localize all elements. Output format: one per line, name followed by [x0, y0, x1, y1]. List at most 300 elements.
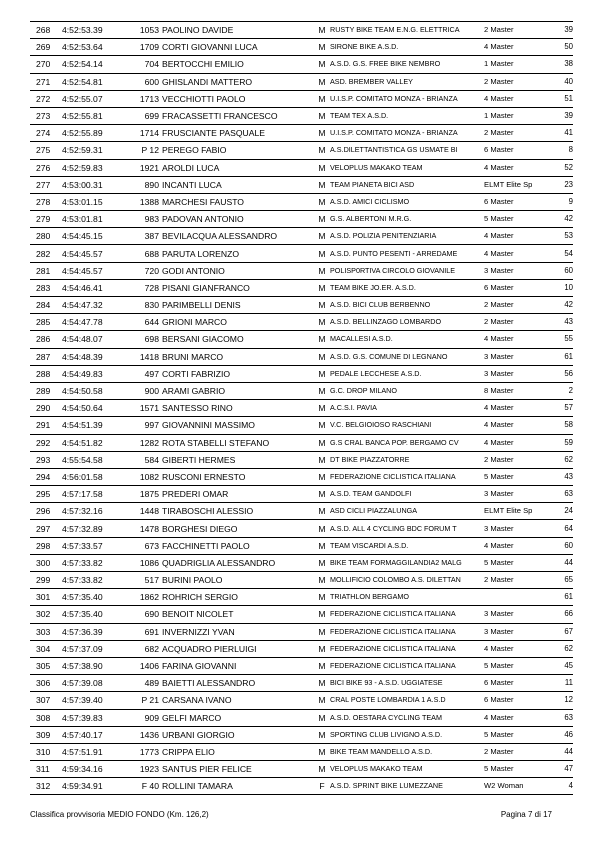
position-cell: 308: [30, 709, 62, 726]
name-cell: PREDERI OMAR: [162, 486, 314, 503]
time-cell: 4:52:53.39: [62, 22, 120, 39]
category-position-cell: 55: [546, 331, 573, 348]
position-cell: 282: [30, 245, 62, 262]
category-position-cell: 60: [546, 262, 573, 279]
sex-cell: M: [314, 73, 330, 90]
category-position-cell: 42: [546, 211, 573, 228]
sex-cell: M: [314, 640, 330, 657]
category-cell: 3 Master: [484, 486, 546, 503]
time-cell: 4:57:33.82: [62, 554, 120, 571]
team-cell: FEDERAZIONE CICLISTICA ITALIANA: [330, 606, 484, 623]
name-cell: ARAMI GABRIO: [162, 382, 314, 399]
sex-cell: M: [314, 520, 330, 537]
sex-cell: M: [314, 125, 330, 142]
category-cell: 4 Master: [484, 90, 546, 107]
position-cell: 290: [30, 400, 62, 417]
sex-cell: M: [314, 22, 330, 39]
name-cell: BAIETTI ALESSANDRO: [162, 675, 314, 692]
category-cell: 6 Master: [484, 279, 546, 296]
category-position-cell: 64: [546, 520, 573, 537]
category-cell: ELMT Elite Sp: [484, 503, 546, 520]
bib-cell: 1714: [120, 125, 162, 142]
team-cell: VELOPLUS MAKAKO TEAM: [330, 159, 484, 176]
table-row: [30, 228, 573, 245]
position-cell: 277: [30, 176, 62, 193]
time-cell: 4:59:34.91: [62, 778, 120, 795]
category-cell: [484, 589, 546, 606]
team-cell: MACALLESI A.S.D.: [330, 331, 484, 348]
team-cell: A.S.D. ALL 4 CYCLING BDC FORUM T: [330, 520, 484, 537]
category-cell: 5 Master: [484, 468, 546, 485]
bib-cell: 699: [120, 107, 162, 124]
time-cell: 4:57:33.82: [62, 572, 120, 589]
table-row: [30, 22, 573, 39]
team-cell: TEAM PIANETA BICI ASD: [330, 176, 484, 193]
name-cell: GODI ANTONIO: [162, 262, 314, 279]
footer-page-number: Pagina 7 di 17: [500, 810, 552, 819]
category-position-cell: 59: [546, 434, 573, 451]
category-cell: 3 Master: [484, 262, 546, 279]
time-cell: 4:54:51.39: [62, 417, 120, 434]
position-cell: 273: [30, 107, 62, 124]
category-cell: 3 Master: [484, 520, 546, 537]
table-row: [30, 90, 573, 107]
table-row: [30, 468, 573, 485]
sex-cell: M: [314, 503, 330, 520]
team-cell: RUSTY BIKE TEAM E.N.G. ELETTRICA: [330, 22, 484, 39]
table-row: [30, 39, 573, 56]
table-row: [30, 554, 573, 571]
position-cell: 306: [30, 675, 62, 692]
name-cell: BORGHESI DIEGO: [162, 520, 314, 537]
team-cell: VELOPLUS MAKAKO TEAM: [330, 761, 484, 778]
sex-cell: M: [314, 262, 330, 279]
bib-cell: 690: [120, 606, 162, 623]
sex-cell: M: [314, 623, 330, 640]
bib-cell: 1282: [120, 434, 162, 451]
category-position-cell: 66: [546, 606, 573, 623]
name-cell: FACCHINETTI PAOLO: [162, 537, 314, 554]
table-row: [30, 211, 573, 228]
table-row: [30, 400, 573, 417]
category-cell: 4 Master: [484, 400, 546, 417]
time-cell: 4:52:53.64: [62, 39, 120, 56]
category-cell: 5 Master: [484, 761, 546, 778]
bib-cell: 497: [120, 365, 162, 382]
bib-cell: 644: [120, 314, 162, 331]
sex-cell: M: [314, 314, 330, 331]
table-row: [30, 125, 573, 142]
time-cell: 4:57:39.08: [62, 675, 120, 692]
time-cell: 4:57:36.39: [62, 623, 120, 640]
bib-cell: 1418: [120, 348, 162, 365]
footer-race-title: Classifica provvisoria MEDIO FONDO (Km. 126,2): [30, 810, 209, 819]
category-cell: 4 Master: [484, 417, 546, 434]
team-cell: A.S.D. BICI CLUB BERBENNO: [330, 297, 484, 314]
table-row: [30, 589, 573, 606]
name-cell: CARSANA IVANO: [162, 692, 314, 709]
team-cell: A.S.D. PUNTO PESENTI - ARREDAME: [330, 245, 484, 262]
time-cell: 4:52:55.07: [62, 90, 120, 107]
time-cell: 4:52:54.81: [62, 73, 120, 90]
bib-cell: 600: [120, 73, 162, 90]
sex-cell: M: [314, 657, 330, 674]
category-cell: 8 Master: [484, 382, 546, 399]
category-position-cell: 51: [546, 90, 573, 107]
sex-cell: M: [314, 245, 330, 262]
time-cell: 4:54:45.15: [62, 228, 120, 245]
time-cell: 4:57:33.57: [62, 537, 120, 554]
table-row: [30, 692, 573, 709]
name-cell: PADOVAN ANTONIO: [162, 211, 314, 228]
team-cell: PEDALE LECCHESE A.S.D.: [330, 365, 484, 382]
time-cell: 4:52:54.14: [62, 56, 120, 73]
bib-cell: 1086: [120, 554, 162, 571]
category-cell: 4 Master: [484, 640, 546, 657]
name-cell: BURINI PAOLO: [162, 572, 314, 589]
name-cell: FARINA GIOVANNI: [162, 657, 314, 674]
name-cell: PISANI GIANFRANCO: [162, 279, 314, 296]
category-position-cell: 65: [546, 572, 573, 589]
category-position-cell: 63: [546, 709, 573, 726]
sex-cell: M: [314, 400, 330, 417]
category-position-cell: 4: [546, 778, 573, 795]
table-row: [30, 176, 573, 193]
category-position-cell: 44: [546, 554, 573, 571]
team-cell: SPORTING CLUB LIVIGNO A.S.D.: [330, 726, 484, 743]
name-cell: BENOIT NICOLET: [162, 606, 314, 623]
team-cell: A.S.D. AMICI CICLISMO: [330, 193, 484, 210]
sex-cell: M: [314, 709, 330, 726]
category-cell: 2 Master: [484, 297, 546, 314]
name-cell: GHISLANDI MATTERO: [162, 73, 314, 90]
bib-cell: F 40: [120, 778, 162, 795]
name-cell: MARCHESI FAUSTO: [162, 193, 314, 210]
bib-cell: 1448: [120, 503, 162, 520]
category-cell: 5 Master: [484, 657, 546, 674]
category-position-cell: 43: [546, 468, 573, 485]
sex-cell: M: [314, 90, 330, 107]
team-cell: G.S CRAL BANCA POP. BERGAMO CV: [330, 434, 484, 451]
category-position-cell: 63: [546, 486, 573, 503]
bib-cell: 387: [120, 228, 162, 245]
table-row: [30, 606, 573, 623]
category-position-cell: 43: [546, 314, 573, 331]
table-row: [30, 262, 573, 279]
name-cell: GIBERTI HERMES: [162, 451, 314, 468]
bib-cell: 890: [120, 176, 162, 193]
category-cell: 5 Master: [484, 554, 546, 571]
sex-cell: M: [314, 56, 330, 73]
category-cell: 2 Master: [484, 73, 546, 90]
bib-cell: 1862: [120, 589, 162, 606]
sex-cell: M: [314, 107, 330, 124]
category-position-cell: 62: [546, 451, 573, 468]
category-position-cell: 61: [546, 589, 573, 606]
time-cell: 4:57:38.90: [62, 657, 120, 674]
bib-cell: 1082: [120, 468, 162, 485]
sex-cell: M: [314, 486, 330, 503]
table-row: [30, 434, 573, 451]
team-cell: TEAM VISCARDI A.S.D.: [330, 537, 484, 554]
sex-cell: M: [314, 228, 330, 245]
bib-cell: 1436: [120, 726, 162, 743]
category-cell: 1 Master: [484, 56, 546, 73]
table-row: [30, 365, 573, 382]
category-position-cell: 61: [546, 348, 573, 365]
sex-cell: M: [314, 142, 330, 159]
time-cell: 4:57:35.40: [62, 589, 120, 606]
position-cell: 292: [30, 434, 62, 451]
time-cell: 4:56:01.58: [62, 468, 120, 485]
position-cell: 288: [30, 365, 62, 382]
category-position-cell: 52: [546, 159, 573, 176]
category-cell: 5 Master: [484, 211, 546, 228]
position-cell: 286: [30, 331, 62, 348]
time-cell: 4:53:01.15: [62, 193, 120, 210]
sex-cell: M: [314, 761, 330, 778]
name-cell: ROLLINI TAMARA: [162, 778, 314, 795]
name-cell: GIOVANNINI MASSIMO: [162, 417, 314, 434]
bib-cell: 1053: [120, 22, 162, 39]
category-cell: 4 Master: [484, 434, 546, 451]
category-position-cell: 12: [546, 692, 573, 709]
table-row: [30, 520, 573, 537]
name-cell: ROTA STABELLI STEFANO: [162, 434, 314, 451]
time-cell: 4:57:39.40: [62, 692, 120, 709]
bib-cell: 691: [120, 623, 162, 640]
category-cell: 4 Master: [484, 39, 546, 56]
category-cell: 4 Master: [484, 159, 546, 176]
bib-cell: 909: [120, 709, 162, 726]
table-row: [30, 348, 573, 365]
time-cell: 4:54:49.83: [62, 365, 120, 382]
sex-cell: M: [314, 434, 330, 451]
name-cell: VECCHIOTTI PAOLO: [162, 90, 314, 107]
name-cell: CRIPPA ELIO: [162, 743, 314, 760]
table-row: [30, 382, 573, 399]
position-cell: 309: [30, 726, 62, 743]
category-position-cell: 2: [546, 382, 573, 399]
sex-cell: M: [314, 451, 330, 468]
team-cell: A.S.D. SPRINT BIKE LUMEZZANE: [330, 778, 484, 795]
bib-cell: 682: [120, 640, 162, 657]
table-row: [30, 640, 573, 657]
name-cell: RUSCONI ERNESTO: [162, 468, 314, 485]
category-cell: 2 Master: [484, 743, 546, 760]
results-table: [30, 21, 573, 795]
position-cell: 307: [30, 692, 62, 709]
position-cell: 310: [30, 743, 62, 760]
team-cell: FEDERAZIONE CICLISTICA ITALIANA: [330, 640, 484, 657]
category-position-cell: 44: [546, 743, 573, 760]
category-position-cell: 46: [546, 726, 573, 743]
bib-cell: 1478: [120, 520, 162, 537]
time-cell: 4:59:34.16: [62, 761, 120, 778]
time-cell: 4:54:48.07: [62, 331, 120, 348]
table-row: [30, 572, 573, 589]
position-cell: 291: [30, 417, 62, 434]
team-cell: BIKE TEAM FORMAGGILANDIA2 MALG: [330, 554, 484, 571]
category-cell: 6 Master: [484, 692, 546, 709]
bib-cell: 900: [120, 382, 162, 399]
table-row: [30, 142, 573, 159]
category-cell: ELMT Elite Sp: [484, 176, 546, 193]
position-cell: 270: [30, 56, 62, 73]
sex-cell: M: [314, 417, 330, 434]
category-position-cell: 57: [546, 400, 573, 417]
table-row: [30, 503, 573, 520]
bib-cell: 1773: [120, 743, 162, 760]
bib-cell: 698: [120, 331, 162, 348]
category-cell: 2 Master: [484, 125, 546, 142]
category-position-cell: 62: [546, 640, 573, 657]
position-cell: 287: [30, 348, 62, 365]
team-cell: CRAL POSTE LOMBARDIA 1 A.S.D: [330, 692, 484, 709]
category-position-cell: 39: [546, 107, 573, 124]
sex-cell: M: [314, 211, 330, 228]
position-cell: 268: [30, 22, 62, 39]
name-cell: PEREGO FABIO: [162, 142, 314, 159]
table-row: [30, 279, 573, 296]
position-cell: 294: [30, 468, 62, 485]
sex-cell: M: [314, 537, 330, 554]
bib-cell: 1388: [120, 193, 162, 210]
team-cell: V.C. BELGIOIOSO RASCHIANI: [330, 417, 484, 434]
name-cell: BRUNI MARCO: [162, 348, 314, 365]
category-cell: 1 Master: [484, 107, 546, 124]
results-body: [30, 22, 573, 795]
position-cell: 295: [30, 486, 62, 503]
table-row: [30, 761, 573, 778]
category-position-cell: 24: [546, 503, 573, 520]
time-cell: 4:52:59.31: [62, 142, 120, 159]
bib-cell: 1875: [120, 486, 162, 503]
sex-cell: M: [314, 726, 330, 743]
name-cell: PARUTA LORENZO: [162, 245, 314, 262]
team-cell: A.S.D. POLIZIA PENITENZIARIA: [330, 228, 484, 245]
sex-cell: F: [314, 778, 330, 795]
bib-cell: 1923: [120, 761, 162, 778]
position-cell: 269: [30, 39, 62, 56]
table-row: [30, 709, 573, 726]
category-cell: 4 Master: [484, 245, 546, 262]
time-cell: 4:57:32.89: [62, 520, 120, 537]
bib-cell: 517: [120, 572, 162, 589]
bib-cell: 584: [120, 451, 162, 468]
team-cell: POLISP0RTIVA CIRCOLO GIOVANILE: [330, 262, 484, 279]
time-cell: 4:53:01.81: [62, 211, 120, 228]
time-cell: 4:54:51.82: [62, 434, 120, 451]
bib-cell: 720: [120, 262, 162, 279]
category-position-cell: 8: [546, 142, 573, 159]
time-cell: 4:53:00.31: [62, 176, 120, 193]
name-cell: CORTI FABRIZIO: [162, 365, 314, 382]
name-cell: PARIMBELLI DENIS: [162, 297, 314, 314]
bib-cell: 688: [120, 245, 162, 262]
category-position-cell: 10: [546, 279, 573, 296]
bib-cell: 1921: [120, 159, 162, 176]
table-row: [30, 193, 573, 210]
category-position-cell: 50: [546, 39, 573, 56]
time-cell: 4:54:46.41: [62, 279, 120, 296]
table-row: [30, 726, 573, 743]
time-cell: 4:57:51.91: [62, 743, 120, 760]
name-cell: SANTESSO RINO: [162, 400, 314, 417]
team-cell: G.C. DROP MILANO: [330, 382, 484, 399]
bib-cell: 489: [120, 675, 162, 692]
time-cell: 4:54:47.78: [62, 314, 120, 331]
sex-cell: M: [314, 159, 330, 176]
category-cell: 2 Master: [484, 451, 546, 468]
bib-cell: 1709: [120, 39, 162, 56]
sex-cell: M: [314, 39, 330, 56]
time-cell: 4:52:55.81: [62, 107, 120, 124]
category-position-cell: 40: [546, 73, 573, 90]
team-cell: FEDERAZIONE CICLISTICA ITALIANA: [330, 623, 484, 640]
position-cell: 304: [30, 640, 62, 657]
position-cell: 300: [30, 554, 62, 571]
sex-cell: M: [314, 365, 330, 382]
time-cell: 4:54:47.32: [62, 297, 120, 314]
table-row: [30, 486, 573, 503]
name-cell: TIRABOSCHI ALESSIO: [162, 503, 314, 520]
team-cell: U.I.S.P. COMITATO MONZA - BRIANZA: [330, 125, 484, 142]
position-cell: 276: [30, 159, 62, 176]
category-cell: W2 Woman: [484, 778, 546, 795]
category-position-cell: 45: [546, 657, 573, 674]
sex-cell: M: [314, 176, 330, 193]
category-position-cell: 60: [546, 537, 573, 554]
position-cell: 281: [30, 262, 62, 279]
name-cell: GRIONI MARCO: [162, 314, 314, 331]
category-cell: 3 Master: [484, 623, 546, 640]
category-position-cell: 54: [546, 245, 573, 262]
name-cell: PAOLINO DAVIDE: [162, 22, 314, 39]
table-row: [30, 331, 573, 348]
position-cell: 301: [30, 589, 62, 606]
position-cell: 278: [30, 193, 62, 210]
team-cell: U.I.S.P. COMITATO MONZA - BRIANZA: [330, 90, 484, 107]
table-row: [30, 623, 573, 640]
bib-cell: 704: [120, 56, 162, 73]
position-cell: 284: [30, 297, 62, 314]
team-cell: FEDERAZIONE CICLISTICA ITALIANA: [330, 657, 484, 674]
bib-cell: 1406: [120, 657, 162, 674]
category-cell: 4 Master: [484, 537, 546, 554]
team-cell: A.S.D. G.S. COMUNE DI LEGNANO: [330, 348, 484, 365]
table-row: [30, 56, 573, 73]
team-cell: A.S.D. BELLINZAGO LOMBARDO: [330, 314, 484, 331]
name-cell: INCANTI LUCA: [162, 176, 314, 193]
team-cell: ASD CICLI PIAZZALUNGA: [330, 503, 484, 520]
table-row: [30, 743, 573, 760]
position-cell: 298: [30, 537, 62, 554]
table-row: [30, 159, 573, 176]
table-row: [30, 297, 573, 314]
team-cell: TEAM TEX A.S.D.: [330, 107, 484, 124]
name-cell: SANTUS PIER FELICE: [162, 761, 314, 778]
team-cell: A.C.S.I. PAVIA: [330, 400, 484, 417]
position-cell: 293: [30, 451, 62, 468]
bib-cell: 983: [120, 211, 162, 228]
category-cell: 6 Master: [484, 193, 546, 210]
time-cell: 4:54:45.57: [62, 262, 120, 279]
position-cell: 311: [30, 761, 62, 778]
team-cell: TRIATHLON BERGAMO: [330, 589, 484, 606]
sex-cell: M: [314, 743, 330, 760]
position-cell: 296: [30, 503, 62, 520]
